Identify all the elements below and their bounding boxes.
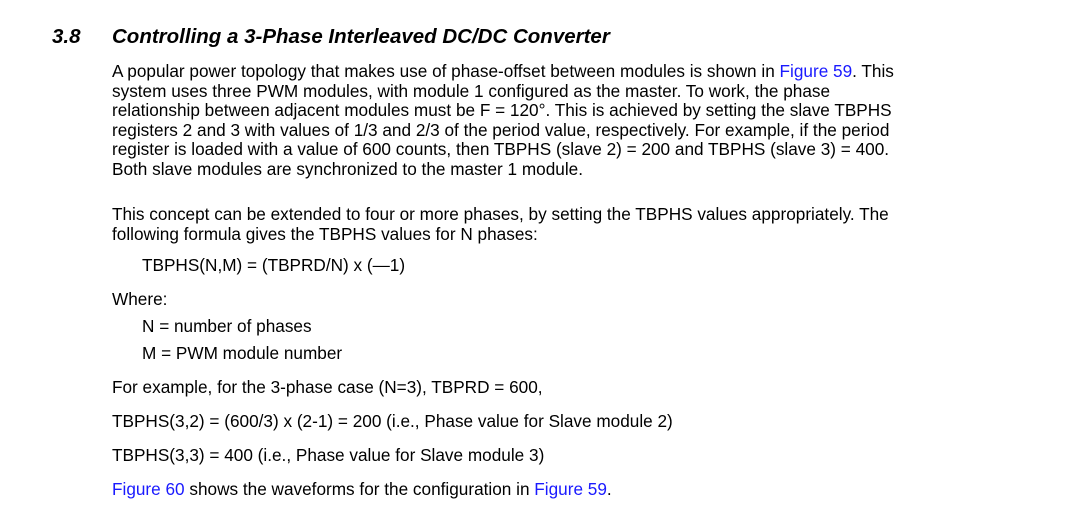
example-calc-slave2: TBPHS(3,2) = (600/3) x (2-1) = 200 (i.e., Phase value for Slave module 2) — [112, 411, 673, 431]
figure-59-link[interactable]: Figure 59 — [779, 61, 853, 81]
section-number: 3.8 — [52, 25, 81, 48]
figure-60-link[interactable]: Figure 60 — [112, 479, 185, 499]
example-intro: For example, for the 3-phase case (N=3), TBPRD = 600, — [112, 377, 543, 397]
paragraph-line: register is loaded with a value of 600 counts, then TBPHS (slave 2) = 200 and TBPHS (slave 3) = 400. — [112, 139, 890, 159]
tbphs-formula: TBPHS(N,M) = (TBPRD/N) x (—1) — [142, 255, 406, 275]
section-heading — [52, 24, 610, 50]
figure-59-link[interactable]: Figure 59 — [534, 479, 607, 499]
paragraph-line: following formula gives the TBPHS values for N phases: — [112, 223, 538, 244]
figure-reference-line — [112, 479, 612, 499]
definition-n: N = number of phases — [142, 316, 312, 336]
text-run: shows the waveforms for the configuration in — [184, 479, 535, 499]
paragraph-line: system uses three PWM modules, with module 1 configured as the master. To work, the phase — [112, 80, 831, 101]
text-run: . — [606, 479, 612, 499]
paragraph-line: This concept can be extended to four or more phases, by setting the TBPHS values appropriately. The — [112, 204, 889, 224]
paragraph-line: Both slave modules are synchronized to the master 1 module. — [112, 158, 583, 179]
section-title: Controlling a 3-Phase Interleaved DC/DC Converter — [112, 25, 610, 48]
text-run: A popular power topology that makes use of phase-offset between modules is shown in — [112, 61, 780, 81]
text-run: . This — [852, 61, 894, 81]
where-label: Where: — [112, 289, 168, 309]
paragraph-line — [112, 62, 1052, 82]
example-calc-slave3: TBPHS(3,3) = 400 (i.e., Phase value for Slave module 3) — [112, 445, 545, 465]
paragraph-line: registers 2 and 3 with values of 1/3 and 2/3 of the period value, respectively. For example, if the period — [112, 119, 890, 140]
paragraph-line: relationship between adjacent modules must be F = 120°. This is achieved by setting the slave TBPHS — [112, 100, 892, 120]
definition-m: M = PWM module number — [142, 343, 343, 363]
paragraph-concept — [112, 205, 1052, 244]
paragraph-topology — [112, 62, 1052, 179]
